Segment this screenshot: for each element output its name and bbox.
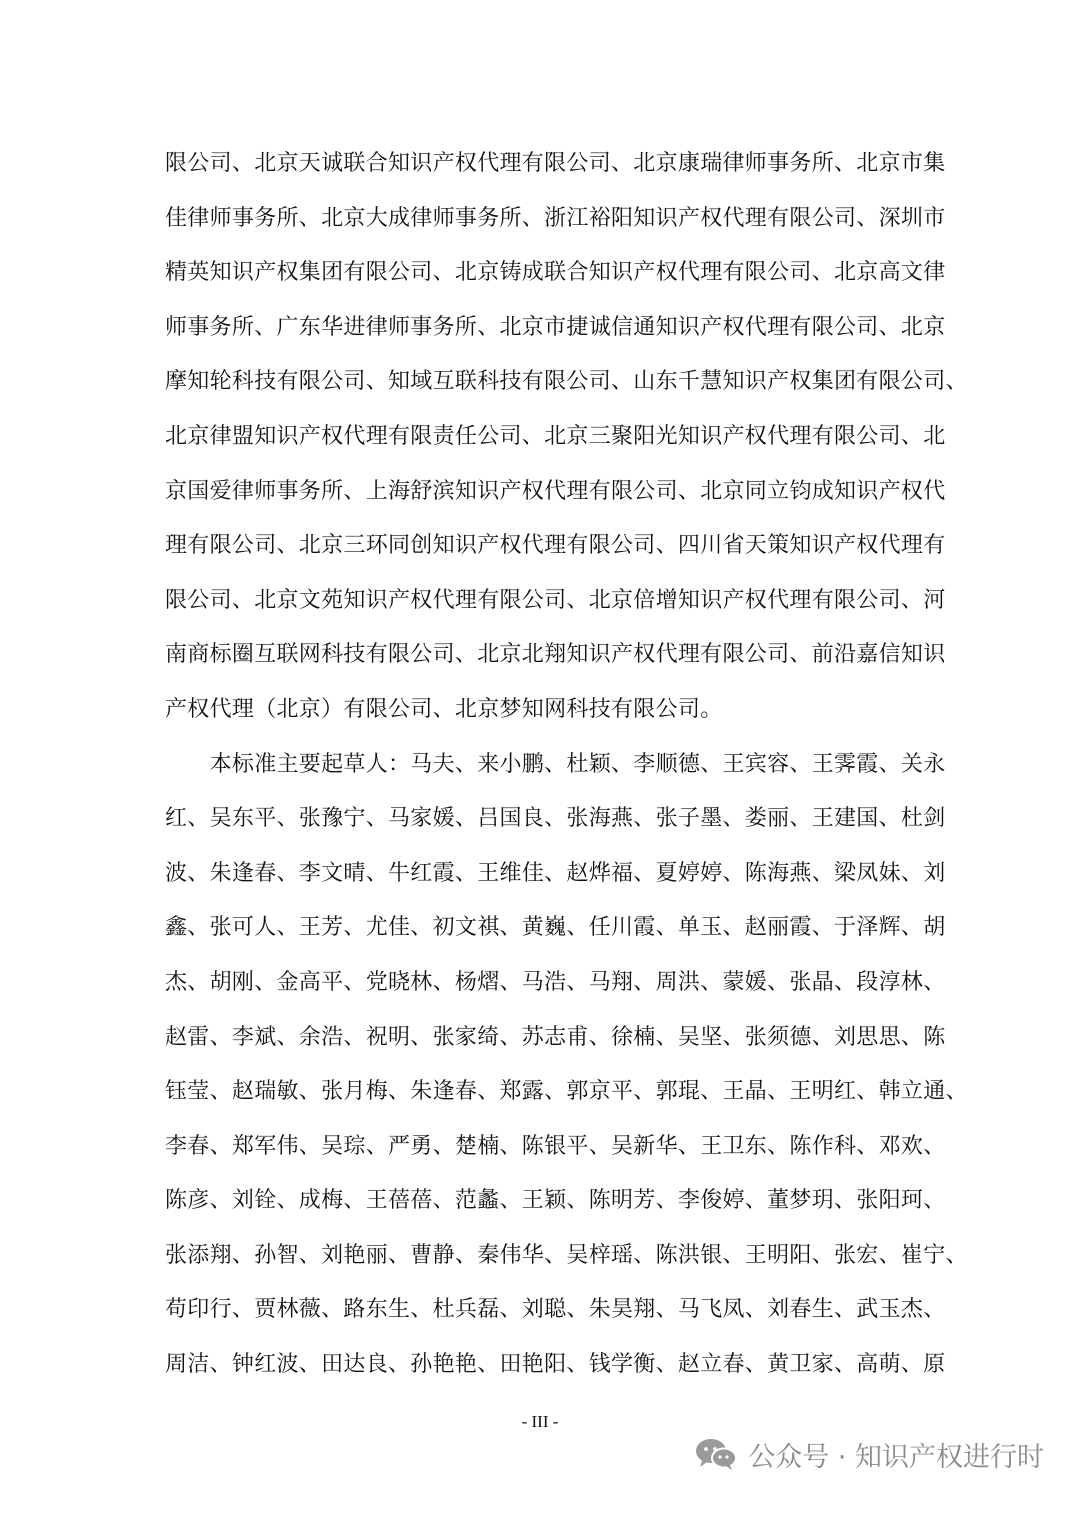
text-line: 苟印行、贾林薇、路东生、杜兵磊、刘聪、朱昊翔、马飞凤、刘春生、武玉杰、: [165, 1297, 946, 1323]
watermark-text: 公众号 · 知识产权进行时: [748, 1441, 1044, 1473]
text-line: 师事务所、广东华进律师事务所、北京市捷诚信通知识产权代理有限公司、北京: [165, 314, 946, 340]
text-line: 摩知轮科技有限公司、知域互联科技有限公司、山东千慧知识产权集团有限公司、: [165, 369, 968, 395]
watermark: [694, 1434, 1044, 1474]
text-line: 波、朱逢春、李文晴、牛红霞、王维佳、赵烨福、夏婷婷、陈海燕、梁凤妹、刘: [165, 860, 946, 886]
document-body: [165, 137, 968, 1393]
text-line: 限公司、北京文苑知识产权代理有限公司、北京倍增知识产权代理有限公司、河: [165, 587, 946, 613]
text-line: 钰莹、赵瑞敏、张月梅、朱逢春、郑露、郭京平、郭琨、王晶、王明红、韩立通、: [165, 1079, 968, 1105]
text-line: 陈彦、刘铨、成梅、王蓓蓓、范蠡、王颖、陈明芳、李俊婷、董梦玥、张阳珂、: [165, 1188, 946, 1214]
text-line: 张添翔、孙智、刘艳丽、曹静、秦伟华、吴梓瑶、陈洪银、王明阳、张宏、崔宁、: [165, 1242, 968, 1268]
text-line: 周洁、钟红波、田达良、孙艳艳、田艳阳、钱学衡、赵立春、黄卫家、高萌、原: [165, 1352, 946, 1378]
text-line: 鑫、张可人、王芳、尤佳、初文祺、黄巍、任川霞、单玉、赵丽霞、于泽辉、胡: [165, 915, 946, 941]
text-line: 京国爱律师事务所、上海舒滨知识产权代理有限公司、北京同立钧成知识产权代: [165, 478, 946, 504]
text-line: 佳律师事务所、北京大成律师事务所、浙江裕阳知识产权代理有限公司、深圳市: [165, 205, 946, 231]
text-line: 红、吴东平、张豫宁、马家媛、吕国良、张海燕、张子墨、娄丽、王建国、杜剑: [165, 806, 946, 832]
page-number: - III -: [521, 1412, 559, 1431]
text-line: 北京律盟知识产权代理有限责任公司、北京三聚阳光知识产权代理有限公司、北: [165, 423, 946, 449]
text-line: 产权代理（北京）有限公司、北京梦知网科技有限公司。: [165, 696, 723, 722]
text-line: 本标准主要起草人：马夫、来小鹏、杜颖、李顺德、王宾容、王霁霞、关永: [165, 751, 946, 777]
text-line: 李春、郑军伟、吴琮、严勇、楚楠、陈银平、吴新华、王卫东、陈作科、邓欢、: [165, 1133, 946, 1159]
text-line: 杰、胡刚、金高平、党晓林、杨熠、马浩、马翔、周洪、蒙媛、张晶、段淳林、: [165, 969, 946, 995]
text-line: 精英知识产权集团有限公司、北京铸成联合知识产权代理有限公司、北京高文律: [165, 260, 946, 286]
text-line: 赵雷、李斌、余浩、祝明、张家绮、苏志甫、徐楠、吴坚、张须德、刘思思、陈: [165, 1024, 946, 1050]
text-line: 限公司、北京天诚联合知识产权代理有限公司、北京康瑞律师事务所、北京市集: [165, 151, 946, 176]
wechat-icon: [694, 1437, 738, 1471]
text-line: 南商标圈互联网科技有限公司、北京北翔知识产权代理有限公司、前沿嘉信知识: [165, 642, 946, 668]
text-line: 理有限公司、北京三环同创知识产权代理有限公司、四川省天策知识产权代理有: [165, 533, 946, 559]
